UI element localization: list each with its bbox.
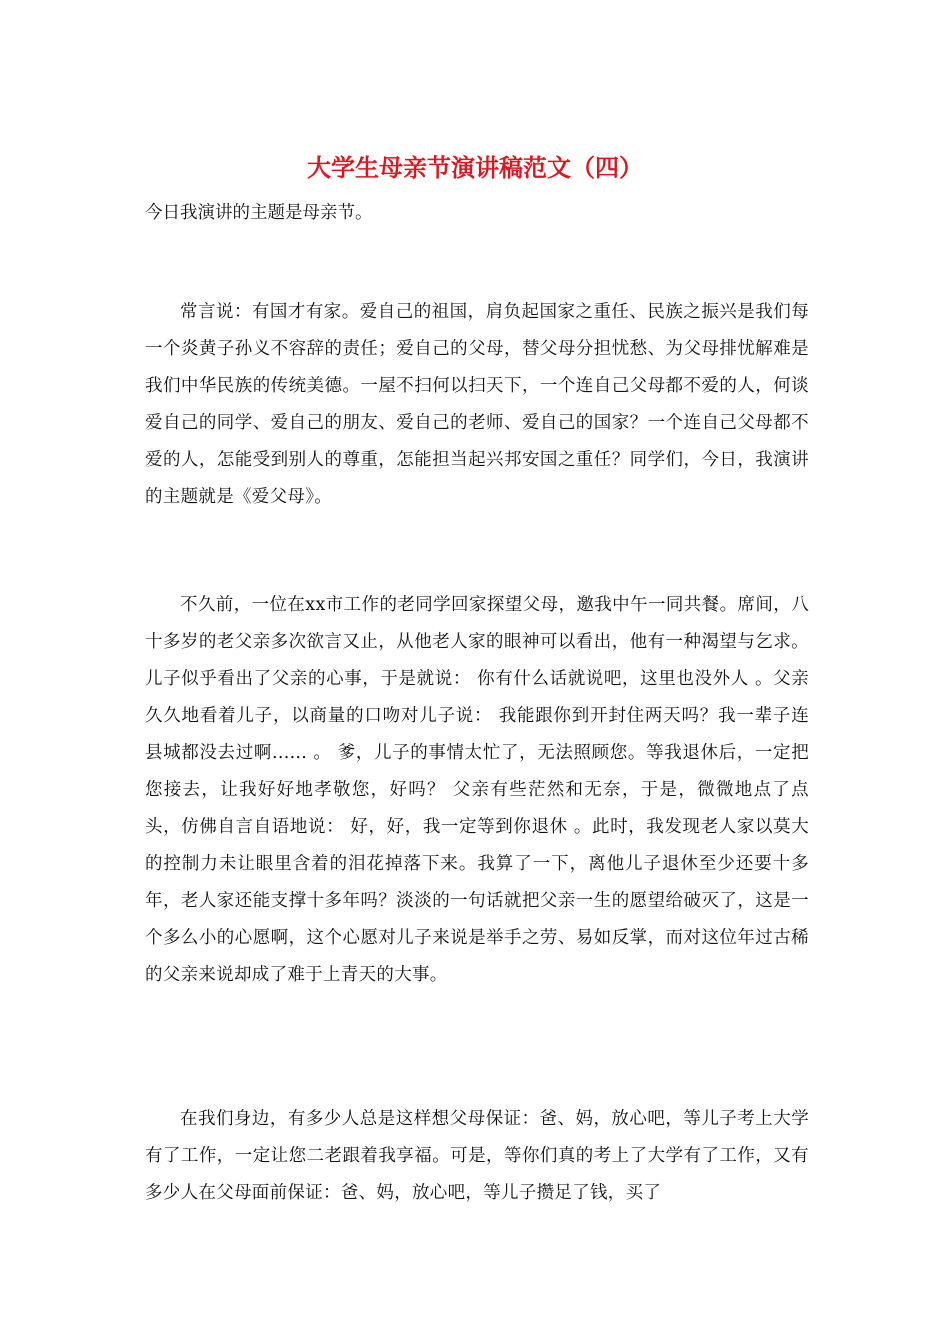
paragraph-1: [145, 294, 809, 516]
paragraph-3: [145, 1101, 809, 1212]
paragraph-text: 在我们身边，有多少人总是这样想父母保证：爸、妈，放心吧，等儿子考上大学有了工作，一定让您二老跟着我享福。可是，等你们真的考上了大学有了工作，又有多少人在父母面前保证：爸、妈，放心吧，等儿子攒足了钱，买了: [145, 1109, 809, 1203]
paragraph-text: 常言说：有国才有家。爱自己的祖国，肩负起国家之重任、民族之振兴是我们每一个炎黄子孙义不容辞的责任；爱自己的父母，替父母分担忧愁、为父母排忧解难是我们中华民族的传统美德。一屋不扫何以扫天下，一个连自己父母都不爱的人，何谈爱自己的同学、爱自己的朋友、爱自己的老师、爱自己的国家？一个连自己父母都不爱的人，怎能受到别人的尊重，怎能担当起兴邦安国之重任？同学们，今日，我演讲的主题就是《爱父母》。: [145, 302, 809, 507]
paragraph-2: [145, 587, 809, 994]
document-title: 大学生母亲节演讲稿范文（四）: [307, 153, 643, 182]
paragraph-text: 不久前，一位在xx市工作的老同学回家探望父母，邀我中午一同共餐。席间，八十多岁的老父亲多次欲言又止，从他老人家的眼神可以看出，他有一种渴望与乞求。儿子似乎看出了父亲的心事，于是就说： 你有什么话就说吧，这里也没外人 。父亲久久地看着儿子，以商量的口吻对儿子说： 我能跟你到开封住两天吗？我一辈子连县城都没去过啊...... 。 爹，儿子的事情太忙了，无法照顾您。等我退休后，一定把您接去，让我好好地孝敬您，好吗？ 父亲有些茫然和无奈，于是，微微地点了点头，仿佛自言自语地说： 好，好，我一定等到你退休 。此时，我发现老人家以莫大的控制力未让眼里含着的泪花掉落下来。我算了一下，离他儿子退休至少还要十多年，老人家还能支撑十多年吗？淡淡的一句话就把父亲一生的愿望给破灭了，这是一个多么小的心愿啊，这个心愿对儿子来说是举手之劳、易如反掌，而对这位年过古稀的父亲来说却成了难于上青天的大事。: [145, 595, 809, 985]
intro-line: 今日我演讲的主题是母亲节。: [145, 203, 373, 223]
